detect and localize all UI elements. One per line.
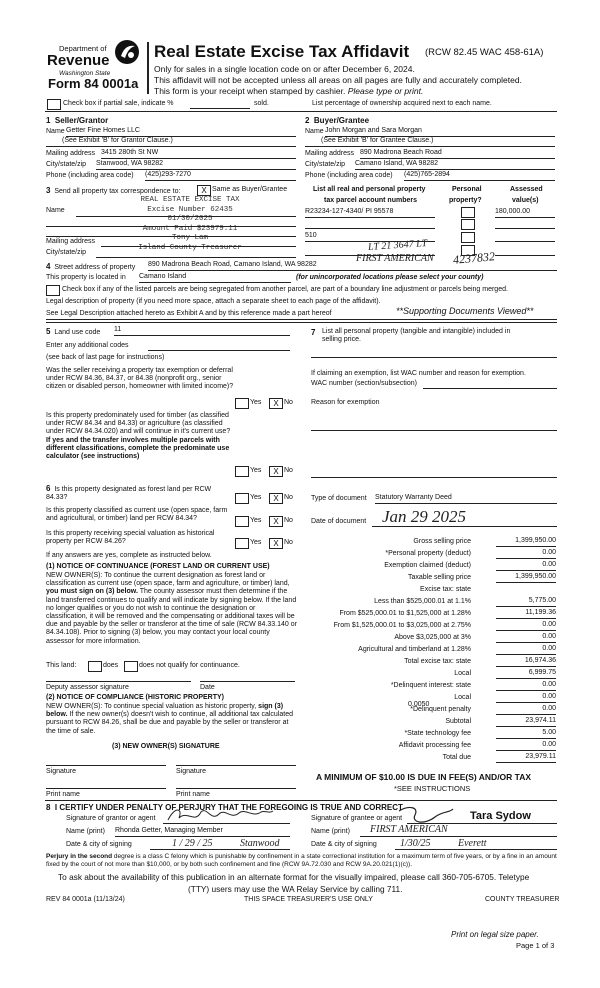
notice-compliance-title: (2) NOTICE OF COMPLIANCE (HISTORIC PROPERTY)	[46, 694, 224, 701]
tax-row-value[interactable]: 0.00	[496, 741, 556, 751]
personal-property-checkbox-3[interactable]	[461, 232, 475, 243]
current-use-yes-label: Yes	[250, 517, 262, 524]
parcels-header-1b: tax parcel account numbers	[324, 197, 417, 204]
land-does-not-label: does not qualify for continuance.	[139, 662, 240, 669]
buyer-phone-field[interactable]	[404, 171, 555, 181]
historical-no-label: No	[284, 539, 293, 546]
exemption-yes-label: Yes	[250, 399, 262, 406]
historical-no-checkbox[interactable]: X	[269, 538, 283, 549]
assessed-value-2	[495, 228, 555, 229]
current-use-question: Is this property classified as current use (open space, farm and agricultural, or timber) land per RCW 84.34?	[46, 507, 228, 523]
land-does-label: does	[103, 662, 119, 669]
claim-exemption-label: If claiming an exemption, list WAC number and reason for exemption.	[311, 370, 526, 377]
parcel-number-3: 510	[305, 232, 317, 239]
tax-row-value[interactable]: 0.00	[496, 693, 556, 703]
buyer-name2-field[interactable]	[305, 137, 555, 147]
seller-phone-value: (425)293-7270	[145, 171, 191, 178]
header-line-1: Only for sales in a single location code on or after December 6, 2024.	[154, 64, 415, 74]
stamp-line-5: Tony Lam	[171, 234, 208, 242]
grantee-signer-name: Tara Sydow	[470, 810, 531, 822]
grantor-date-value: 1 / 29 / 25	[172, 838, 213, 849]
owner-print-line-2	[176, 788, 296, 789]
personal-property-checkbox-2[interactable]	[461, 219, 475, 230]
header-rule	[45, 111, 557, 112]
tax-row-label: Local	[454, 670, 471, 677]
grantor-name-value: Rhonda Getter, Managing Member	[115, 827, 223, 834]
historical-yes-checkbox[interactable]	[235, 538, 249, 549]
tax-row-label: Excise tax: state	[420, 586, 471, 593]
sec3-mail-label: Mailing address	[46, 238, 96, 245]
segregated-checkbox[interactable]	[46, 285, 60, 296]
form-number: Form 84 0001a	[48, 76, 139, 91]
owner-signature-label-2: Signature	[176, 768, 206, 775]
tax-row-label: Taxable selling price	[407, 574, 471, 581]
tax-row-value[interactable]: 23,974.11	[496, 717, 556, 727]
wac-number-line	[423, 388, 557, 389]
accessibility-line-1: To ask about the availability of this publication in an alternate format for the visually impaired, please call 360-705-6705. Teletype	[58, 872, 530, 882]
same-as-buyer-label: Same as Buyer/Grantee	[212, 186, 288, 193]
tax-row-value[interactable]: 11,199.36	[496, 609, 556, 619]
current-use-no-checkbox[interactable]: X	[269, 516, 283, 527]
dept-of-text: Department of	[59, 44, 107, 53]
certify-statement: 8 I CERTIFY UNDER PENALTY OF PERJURY THAT THE FOREGOING IS TRUE AND CORRECT	[46, 803, 403, 812]
grantee-name-line	[360, 836, 557, 837]
stamp-line-1: REAL ESTATE EXCISE TAX	[140, 196, 240, 204]
tax-row-value[interactable]: 0.00	[496, 645, 556, 655]
buyer-city-value: Camano Island, WA 98282	[355, 160, 439, 167]
dor-logo-mark-icon	[113, 38, 141, 66]
doc-type-value: Statutory Warranty Deed	[375, 494, 452, 501]
grantor-date-label: Date & city of signing	[66, 841, 132, 848]
timber-yes-checkbox[interactable]	[235, 466, 249, 477]
doc-type-label: Type of document	[311, 495, 367, 502]
current-use-yes-checkbox[interactable]	[235, 516, 249, 527]
notice-continuance-text: NEW OWNER(S): To continue the current designation as forest land or classification as current use (open space, farm and agriculture, or timber) land, you must sign on (3) below. The county assessor must then determine if the land transferred continues to qualify and will indicate by signing below. If the land no longer qualifies or you do not wish to continue the designation or classification, it will be removed and the compensating or additional taxes will be due and payable by the seller or transferor at the time of sale (RCW 84.33.140 or 84.34.108). Prior to signing (3) below, you may contact your local county assessor for more information.	[46, 572, 297, 645]
grantee-date-line	[395, 849, 557, 850]
buyer-mail-label: Mailing address	[305, 150, 355, 157]
grantee-name-value: FIRST AMERICAN	[370, 824, 448, 835]
ownership-note: List percentage of ownership acquired next to each name.	[312, 100, 492, 107]
grantor-signature-label: Signature of grantor or agent	[66, 815, 156, 822]
tax-row-value[interactable]: 0.00	[496, 549, 556, 559]
forest-land-question: 6 Is this property designated as forest land per RCW 84.33?	[46, 484, 212, 502]
buyer-phone-label: Phone (including area code)	[305, 172, 393, 179]
see-instructions-note: *SEE INSTRUCTIONS	[394, 784, 471, 793]
seller-city-label: City/state/zip	[46, 161, 87, 168]
grantor-date-line	[150, 849, 290, 850]
tax-row-value[interactable]: 16,974.36	[496, 657, 556, 667]
seller-name2-field[interactable]	[46, 137, 296, 147]
minimum-due-note: A MINIMUM OF $10.00 IS DUE IN FEE(S) AND/OR TAX	[316, 772, 532, 782]
parcels-header-2: Personal	[452, 186, 482, 193]
personal-property-checkbox-1[interactable]	[461, 207, 475, 218]
doc-date-label: Date of document	[311, 518, 367, 525]
reason-line-1	[311, 430, 557, 431]
buyer-grantee-clause: (See Exhibit 'B' for Grantee Clause.)	[321, 137, 434, 144]
sec3-mail-line	[101, 246, 296, 247]
owner-signature-label-1: Signature	[46, 768, 76, 775]
exemption-question: Was the seller receiving a property tax exemption or deferral under RCW 84.36, 84.37, or 84.38 (nonprofit org., senior citizen or disabled person, homeowner with limited income)?	[46, 367, 234, 391]
reason-exemption-label: Reason for exemption	[311, 399, 380, 406]
grantor-name-label: Name (print)	[66, 828, 105, 835]
owner-print-line-1	[46, 788, 166, 789]
accessibility-line-2: (TTY) users may use the WA Relay Service by calling 711.	[188, 884, 403, 894]
same-as-buyer-checkbox[interactable]: X	[197, 185, 211, 196]
tax-row-value[interactable]: 0.00	[496, 561, 556, 571]
revision-label: REV 84 0001a (11/13/24)	[46, 896, 125, 903]
tax-row-value[interactable]: 0.00	[496, 705, 556, 715]
reason-line-2	[311, 477, 557, 478]
stamp-line-3: 01/30/2025	[167, 215, 213, 223]
see-back-note: (see back of last page for instructions)	[46, 354, 165, 361]
county-treasurer-label: COUNTY TREASURER	[485, 896, 560, 903]
partial-sale-checkbox[interactable]	[47, 99, 61, 110]
legal-paper-note: Print on legal size paper.	[451, 930, 539, 939]
parcels-header-3b: value(s)	[512, 197, 539, 204]
deputy-signature-line	[46, 681, 191, 682]
land-use-label: 5 Land use code	[46, 327, 101, 336]
sec3-city-line	[96, 257, 296, 258]
additional-codes-label: Enter any additional codes	[46, 342, 129, 349]
stamp-line-6: Island County Treasurer	[138, 243, 242, 252]
grantor-name-field[interactable]	[115, 827, 290, 837]
seller-name-label: Name	[46, 128, 65, 135]
tax-row-value[interactable]: 23,979.11	[496, 753, 556, 763]
current-use-no-label: No	[284, 517, 293, 524]
personal-property-list-text: List all personal property (tangible and intangible) included in selling price.	[322, 328, 511, 344]
owner-print-label-2: Print name	[176, 791, 210, 798]
handwritten-parcel-note-2: FIRST AMERICAN	[356, 253, 434, 264]
seller-phone-field[interactable]	[145, 171, 296, 181]
tax-row-label: Total due	[442, 754, 471, 761]
sec3-name-label: Name	[46, 207, 65, 214]
buyer-phone-value: (425)765-2894	[404, 171, 450, 178]
exemption-yes-checkbox[interactable]	[235, 398, 249, 409]
tax-row-label: Agricultural and timberland at 1.28%	[358, 646, 471, 653]
street-address-label: 4 Street address of property	[46, 262, 136, 271]
section-8-rule	[45, 800, 557, 801]
sec3-name-line-2	[46, 226, 296, 227]
notice-compliance-text: NEW OWNER(S): To continue special valuation as historic property, sign (3) below. If the new owner(s) doesn't wish to continue, all additional tax calculated pursuant to RCW 84.26, shall be due and payable by the seller or transferor at the time of sale.	[46, 703, 294, 735]
parcel-row-2	[305, 228, 435, 229]
grantee-city-value: Everett	[458, 838, 487, 849]
parcels-header-1: List all real and personal property	[313, 186, 426, 193]
located-field[interactable]	[139, 273, 291, 283]
seller-mail-field[interactable]	[101, 149, 296, 159]
historical-yes-label: Yes	[250, 539, 262, 546]
street-address-field[interactable]	[148, 261, 557, 271]
deputy-signature-label: Deputy assessor signature	[46, 684, 129, 691]
sec3-city-label: City/state/zip	[46, 249, 87, 256]
forest-no-label: No	[284, 494, 293, 501]
located-label: This property is located in	[46, 274, 126, 281]
buyer-name-value: John Morgan and Sara Morgan	[325, 127, 422, 134]
seller-mail-value: 3415 280th St NW	[101, 149, 159, 156]
seller-name-value: Getter Fine Homes LLC	[66, 127, 140, 134]
form-title: Real Estate Excise Tax Affidavit	[154, 42, 410, 61]
new-owner-signature-title: (3) NEW OWNER(S) SIGNATURE	[112, 743, 220, 750]
land-use-field[interactable]	[114, 326, 290, 336]
tax-row-label: From $1,525,000.01 to $3,025,000 at 2.75%	[333, 622, 471, 629]
located-note: (for unincorporated locations please select your county)	[296, 274, 484, 281]
legal-description-label: Legal description of property (if you need more space, attach a separate sheet to each page of the affidavit).	[46, 298, 381, 305]
wa-state-text: Washington State	[59, 70, 111, 77]
form-title-ref: (RCW 82.45 WAC 458-61A)	[425, 47, 544, 58]
header-divider	[147, 42, 149, 94]
legal-line-2	[46, 322, 557, 323]
treasurer-use-label: THIS SPACE TREASURER'S USE ONLY	[244, 896, 373, 903]
parcels-header-3: Assessed	[510, 186, 543, 193]
seller-city-field[interactable]	[96, 160, 296, 170]
personal-property-list-label: 7	[311, 328, 316, 337]
timber-yes-label: Yes	[250, 467, 262, 474]
legal-description-value: See Legal Description attached hereto as Exhibit A and by this reference made a part hereof	[46, 310, 332, 317]
owner-signature-line-2	[176, 765, 296, 766]
land-use-value: 11	[114, 326, 122, 333]
grantee-signature-label: Signature of grantee or agent	[311, 815, 403, 822]
tax-row-value[interactable]: 0.00	[496, 621, 556, 631]
seller-city-value: Stanwood, WA 98282	[96, 160, 164, 167]
buyer-name-label: Name	[305, 128, 324, 135]
forest-yes-label: Yes	[250, 494, 262, 501]
tax-row-value[interactable]: 5,775.00	[496, 597, 556, 607]
buyer-mail-field[interactable]	[360, 149, 555, 159]
header-line-3: This form is your receipt when stamped by cashier. Please type or print.	[154, 86, 424, 96]
tax-row-label: *Delinquent interest: state	[390, 682, 471, 689]
correspondence-label: 3 Send all property tax correspondence to:	[46, 186, 181, 195]
tax-row-value[interactable]: 6,999.75	[496, 669, 556, 679]
revenue-text: Revenue	[47, 52, 110, 69]
land-does-checkbox[interactable]	[88, 661, 102, 672]
timber-no-checkbox[interactable]: X	[269, 466, 283, 477]
assessed-value-4	[495, 255, 555, 256]
tax-row-label: Affidavit processing fee	[398, 742, 471, 749]
seller-mail-label: Mailing address	[46, 150, 96, 157]
seller-phone-label: Phone (including area code)	[46, 172, 134, 179]
sec3-line-3	[46, 236, 296, 237]
deputy-date-label: Date	[200, 684, 215, 691]
notice-continuance-title: (1) NOTICE OF CONTINUANCE (FOREST LAND OR CURRENT USE)	[46, 563, 270, 570]
located-value: Camano Island	[139, 273, 187, 280]
segregated-label: Check box if any of the listed parcels are being segregated from another parcel, are part of a boundary line adjustment or parcels being merged.	[62, 286, 508, 293]
tax-row-label: *State technology fee	[404, 730, 471, 737]
tax-row-value[interactable]: 1,399,950.00	[496, 537, 556, 547]
treasurer-stamp	[100, 196, 280, 253]
tax-row-label: Less than $525,000.01 at 1.1%	[374, 598, 471, 605]
tax-row-label: Above $3,025,000 at 3%	[394, 634, 471, 641]
tax-row-label: *Personal property (deduct)	[385, 550, 471, 557]
tax-row-label: Exemption claimed (deduct)	[384, 562, 471, 569]
buyer-heading: 2 Buyer/Grantee	[305, 116, 370, 125]
exemption-no-label: No	[284, 399, 293, 406]
timber-question: Is this property predominately used for timber (as classified under RCW 84.34 and 84.33) or agriculture (as classified under RCW 84.34.020) and will continue in it's current use? If yes and the transfer involves multiple parcels with different classifications, complete the predominate use calculator (see instructions)	[46, 412, 231, 461]
grantee-name-label: Name (print)	[311, 828, 350, 835]
personal-property-line-1	[311, 357, 557, 358]
seller-grantor-clause: (See Exhibit 'B' for Grantor Clause.)	[62, 137, 173, 144]
grantor-city-value: Stanwood	[240, 838, 280, 849]
grantee-date-label: Date & city of signing	[311, 841, 377, 848]
tax-row-value[interactable]: 0.00	[496, 633, 556, 643]
local-rate: 0.0050	[408, 701, 430, 708]
partial-percent-line	[190, 108, 250, 109]
exemption-no-checkbox[interactable]: X	[269, 398, 283, 409]
tax-row-label: From $525,000.01 to $1,525,000 at 1.28%	[339, 610, 471, 617]
tax-row-value[interactable]: 5.00	[496, 729, 556, 739]
doc-type-field[interactable]	[375, 494, 557, 504]
forest-yes-checkbox[interactable]	[235, 493, 249, 504]
buyer-name-field[interactable]	[325, 127, 555, 137]
header-line-2: This affidavit will not be accepted unless all areas on all pages are fully and accurately completed.	[154, 75, 522, 85]
street-address-value: 890 Madrona Beach Road, Camano Island, WA 98282	[148, 261, 317, 268]
buyer-city-label: City/state/zip	[305, 161, 346, 168]
grantee-date-value: 1/30/25	[400, 838, 431, 849]
partial-sold-label: sold.	[254, 100, 269, 107]
handwritten-parcel-note-3: 4237832	[452, 249, 496, 267]
forest-no-checkbox[interactable]: X	[269, 493, 283, 504]
owner-print-label-1: Print name	[46, 791, 80, 798]
seller-heading: 1 Seller/Grantor	[46, 116, 109, 125]
seller-name-field[interactable]	[66, 127, 296, 137]
tax-row-label: Local	[454, 694, 471, 701]
assessed-value-3	[495, 241, 555, 242]
additional-codes-line	[148, 350, 290, 351]
sec3-name-line	[76, 216, 296, 217]
deputy-date-line	[200, 681, 295, 682]
historical-question: Is this property receiving special valuation as historical property per RCW 84.26?	[46, 530, 215, 546]
timber-no-label: No	[284, 467, 293, 474]
this-land-label: This land:	[46, 662, 77, 669]
tax-row-value[interactable]: 1,399,950.00	[496, 573, 556, 583]
stamp-line-4: Amount Paid $23979.11	[142, 224, 238, 233]
handwritten-parcel-note-1: LT 21 3647 LT	[367, 237, 428, 254]
tax-row-label: Subtotal	[445, 718, 471, 725]
parcels-header-2b: property?	[449, 197, 482, 204]
page-number: Page 1 of 3	[516, 941, 555, 950]
if-any-yes-note: If any answers are yes, complete as instructed below.	[46, 552, 212, 559]
buyer-city-field[interactable]	[355, 160, 555, 170]
tax-row-label: Total excise tax: state	[404, 658, 471, 665]
tax-row-label: Gross selling price	[413, 538, 471, 545]
partial-sale-label: Check box if partial sale, indicate %	[63, 100, 174, 107]
assessed-value-1[interactable]: 180,000.00	[495, 208, 555, 218]
tax-row-value[interactable]: 0.00	[496, 681, 556, 691]
stamp-line-2: Excise Number 62435	[147, 205, 233, 214]
tax-row-label: *Delinquent penalty	[410, 706, 471, 713]
grantor-signature	[165, 804, 275, 826]
parcel-number-1: R23234-127-4340/ PI 95578	[305, 208, 394, 215]
wac-number-label: WAC number (section/subsection)	[311, 380, 417, 387]
supporting-docs-stamp: **Supporting Documents Viewed**	[396, 306, 534, 316]
land-does-not-checkbox[interactable]	[124, 661, 138, 672]
buyer-mail-value: 890 Madrona Beach Road	[360, 149, 442, 156]
perjury-warning: Perjury in the second degree is a class C felony which is punishable by confinement in a state correctional institution for a maximum term of five years, or by a fine in an amount fixed by the court of not more than $10,000, or by both such confinement and fine (RCW 9A.72.030 and RCW 9A.20.021(1)(c)).	[46, 853, 557, 868]
owner-signature-line-1	[46, 765, 166, 766]
doc-date-handwritten: Jan 29 2025	[382, 507, 467, 526]
parcel-row-1[interactable]	[305, 208, 435, 218]
